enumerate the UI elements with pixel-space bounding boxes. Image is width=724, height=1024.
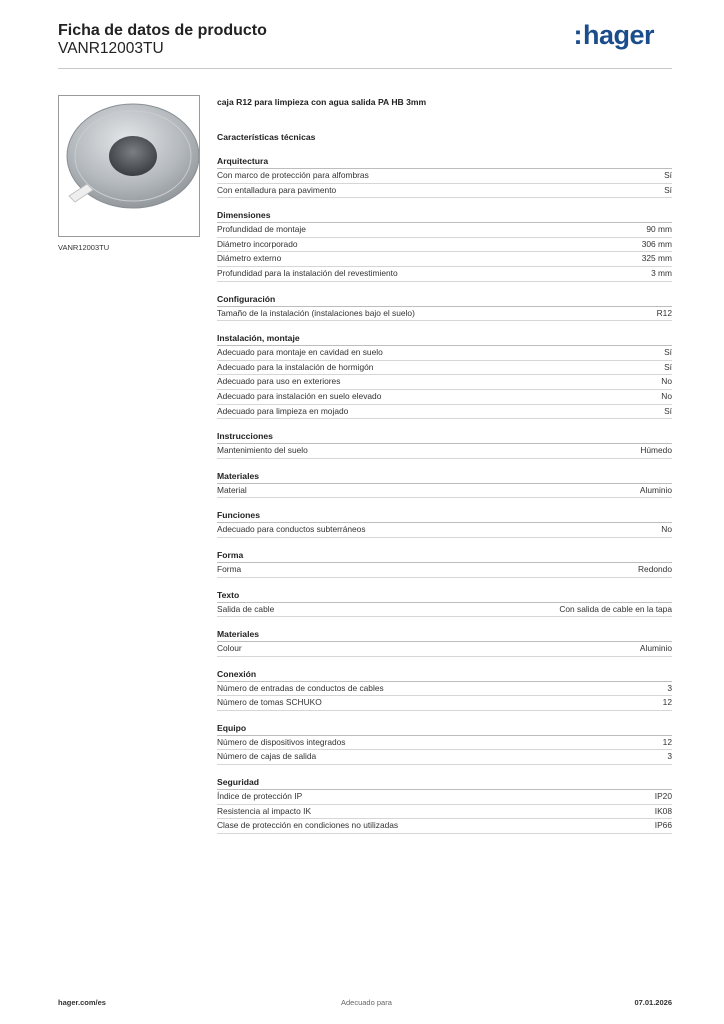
spec-label: Con entalladura para pavimento bbox=[217, 184, 337, 195]
spec-label: Mantenimiento del suelo bbox=[217, 445, 308, 456]
section-title: Materiales bbox=[217, 470, 672, 484]
spec-label: Adecuado para instalación en suelo elevado bbox=[217, 390, 382, 401]
spec-row bbox=[217, 682, 672, 697]
spec-row bbox=[217, 405, 672, 420]
spec-section bbox=[217, 155, 672, 198]
product-description: caja R12 para limpieza con agua salida PA HB 3mm bbox=[217, 97, 427, 107]
spec-value: 3 bbox=[667, 682, 672, 693]
page-title: Ficha de datos de producto bbox=[58, 22, 267, 39]
spec-value: Aluminio bbox=[639, 643, 672, 654]
spec-section bbox=[217, 776, 672, 834]
spec-section bbox=[217, 209, 672, 281]
spec-label: Profundidad de montaje bbox=[217, 224, 306, 235]
section-title: Funciones bbox=[217, 509, 672, 523]
spec-value: 306 mm bbox=[641, 238, 672, 249]
logo-colon-icon: : bbox=[573, 20, 582, 50]
spec-value: Sí bbox=[664, 361, 672, 372]
spec-row bbox=[217, 375, 672, 390]
spec-section bbox=[217, 430, 672, 459]
header-divider bbox=[58, 68, 672, 69]
spec-row bbox=[217, 563, 672, 578]
spec-label: Adecuado para conductos subterráneos bbox=[217, 524, 366, 535]
spec-label: Resistencia al impacto IK bbox=[217, 805, 312, 816]
spec-section bbox=[217, 589, 672, 618]
spec-value: Sí bbox=[664, 347, 672, 358]
spec-value: IK08 bbox=[654, 805, 672, 816]
spec-label: Número de cajas de salida bbox=[217, 751, 317, 762]
spec-value: Sí bbox=[664, 170, 672, 180]
spec-label: Índice de protección IP bbox=[217, 791, 303, 802]
spec-row bbox=[217, 819, 672, 834]
spec-value: IP66 bbox=[654, 820, 672, 831]
tech-heading: Características técnicas bbox=[217, 132, 316, 142]
spec-value: Sí bbox=[664, 405, 672, 416]
spec-label: Diámetro externo bbox=[217, 253, 282, 264]
spec-label: Clase de protección en condiciones no utilizadas bbox=[217, 820, 399, 831]
spec-label: Adecuado para montaje en cavidad en suelo bbox=[217, 347, 383, 358]
spec-value: 3 bbox=[667, 751, 672, 762]
spec-label: Forma bbox=[217, 563, 242, 574]
floor-box-illustration-icon bbox=[59, 96, 199, 236]
spec-value: Sí bbox=[664, 184, 672, 195]
spec-section bbox=[217, 549, 672, 578]
section-title: Configuración bbox=[217, 293, 672, 307]
spec-label: Número de tomas SCHUKO bbox=[217, 697, 322, 708]
section-title: Texto bbox=[217, 589, 672, 603]
logo-text: hager bbox=[582, 20, 654, 50]
spec-section bbox=[217, 293, 672, 322]
spec-row bbox=[217, 603, 672, 618]
spec-row bbox=[217, 736, 672, 751]
spec-label: Número de entradas de conductos de cables bbox=[217, 682, 384, 693]
spec-section bbox=[217, 628, 672, 657]
spec-row bbox=[217, 750, 672, 765]
hager-logo bbox=[573, 20, 654, 51]
spec-section bbox=[217, 509, 672, 538]
spec-row bbox=[217, 696, 672, 711]
section-title: Materiales bbox=[217, 628, 672, 642]
product-image bbox=[58, 95, 200, 237]
spec-value: Con salida de cable en la tapa bbox=[559, 603, 672, 614]
spec-sections bbox=[217, 155, 672, 834]
spec-label: Salida de cable bbox=[217, 603, 275, 614]
product-reference: VANR12003TU bbox=[58, 40, 164, 57]
spec-label: Adecuado para limpieza en mojado bbox=[217, 405, 349, 416]
spec-value: 12 bbox=[662, 697, 672, 708]
footer-website: hager.com/es bbox=[58, 998, 106, 1007]
spec-label: Número de dispositivos integrados bbox=[217, 736, 346, 747]
spec-section bbox=[217, 332, 672, 419]
spec-row bbox=[217, 346, 672, 361]
spec-row bbox=[217, 642, 672, 657]
spec-label: Material bbox=[217, 484, 247, 495]
section-title: Dimensiones bbox=[217, 209, 672, 223]
section-title: Arquitectura bbox=[217, 155, 672, 169]
spec-section bbox=[217, 470, 672, 499]
spec-row bbox=[217, 238, 672, 253]
spec-row bbox=[217, 223, 672, 238]
spec-label: Tamaño de la instalación (instalaciones bajo el suelo) bbox=[217, 307, 415, 318]
spec-row bbox=[217, 267, 672, 282]
spec-row bbox=[217, 484, 672, 499]
section-title: Instrucciones bbox=[217, 430, 672, 444]
section-title: Forma bbox=[217, 549, 672, 563]
section-title: Seguridad bbox=[217, 776, 672, 790]
spec-value: 3 mm bbox=[651, 267, 672, 278]
spec-content bbox=[217, 95, 672, 834]
spec-value: Redondo bbox=[638, 563, 672, 574]
spec-label: Diámetro incorporado bbox=[217, 238, 298, 249]
spec-value: 90 mm bbox=[646, 224, 672, 235]
spec-row bbox=[217, 805, 672, 820]
spec-value: No bbox=[661, 376, 672, 387]
spec-label: Con marco de protección para alfombras bbox=[217, 170, 369, 180]
spec-value: 12 bbox=[662, 736, 672, 747]
spec-row bbox=[217, 523, 672, 538]
spec-label: Profundidad para la instalación del revestimiento bbox=[217, 267, 398, 278]
footer-date: 07.01.2026 bbox=[634, 998, 672, 1007]
spec-value: IP20 bbox=[654, 791, 672, 802]
footer-center-text: Adecuado para bbox=[341, 998, 392, 1007]
spec-row bbox=[217, 361, 672, 376]
section-title: Equipo bbox=[217, 722, 672, 736]
spec-value: Húmedo bbox=[640, 445, 672, 456]
spec-value: Aluminio bbox=[639, 484, 672, 495]
page-header bbox=[58, 20, 672, 70]
spec-row bbox=[217, 390, 672, 405]
spec-row bbox=[217, 790, 672, 805]
spec-value: No bbox=[661, 390, 672, 401]
section-title: Instalación, montaje bbox=[217, 332, 672, 346]
spec-row bbox=[217, 444, 672, 459]
spec-value: R12 bbox=[656, 307, 672, 318]
spec-row bbox=[217, 307, 672, 322]
section-title: Conexión bbox=[217, 668, 672, 682]
spec-label: Colour bbox=[217, 643, 242, 654]
image-caption: VANR12003TU bbox=[58, 243, 110, 252]
spec-row bbox=[217, 184, 672, 199]
spec-label: Adecuado para uso en exteriores bbox=[217, 376, 341, 387]
spec-section bbox=[217, 668, 672, 711]
spec-value: 325 mm bbox=[641, 253, 672, 264]
spec-value: No bbox=[661, 524, 672, 535]
spec-row bbox=[217, 252, 672, 267]
spec-section bbox=[217, 722, 672, 765]
spec-label: Adecuado para la instalación de hormigón bbox=[217, 361, 374, 372]
spec-row bbox=[217, 169, 672, 184]
